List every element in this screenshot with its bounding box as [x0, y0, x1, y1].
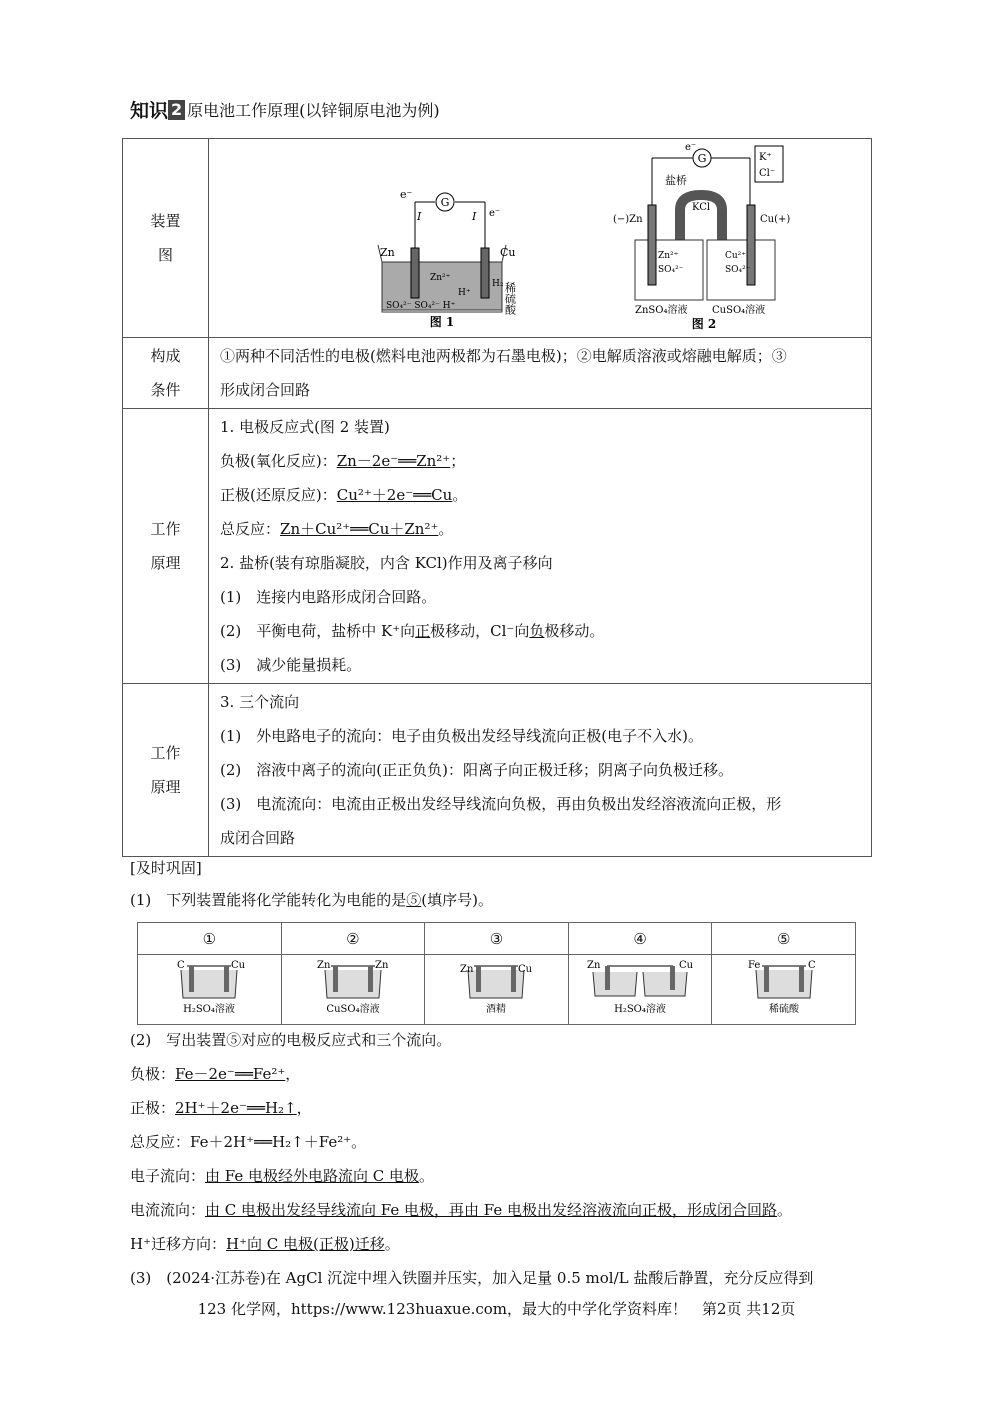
answer: 正: [415, 622, 431, 640]
svg-text:ZnSO₄溶液: ZnSO₄溶液: [635, 305, 688, 316]
option-number: ②: [281, 923, 425, 955]
option-2-diagram: [281, 955, 425, 1025]
svg-text:H₂SO₄溶液: H₂SO₄溶液: [183, 1003, 236, 1015]
svg-text:Zn: Zn: [380, 246, 395, 259]
q2-negative: 负极：Fe－2e⁻══Fe²⁺，: [130, 1065, 301, 1083]
zn-electrode: [411, 248, 419, 298]
option-number: ③: [425, 923, 569, 955]
svg-text:图 2: 图 2: [691, 317, 717, 331]
svg-text:SO₄²⁻: SO₄²⁻: [725, 265, 751, 275]
svg-text:Zn: Zn: [587, 959, 601, 971]
svg-text:e⁻: e⁻: [489, 208, 501, 219]
answer: Fe＋2H⁺══H₂↑＋Fe²⁺: [190, 1133, 352, 1151]
cell-diagrams: [210, 140, 870, 336]
svg-text:KCl: KCl: [692, 202, 711, 213]
principle-label-1: 工作 原理: [123, 409, 209, 684]
page-footer: 123 化学网，https://www.123huaxue.com，最大的中学化学资料库！ 第2页 共12页: [197, 1300, 796, 1318]
figure-1: [378, 188, 517, 329]
q2-positive: 正极：2H⁺＋2e⁻══H₂↑，: [130, 1099, 312, 1117]
principle-row-1: [123, 409, 872, 684]
svg-text:稀硫酸: 稀硫酸: [768, 1003, 799, 1015]
svg-text:Cu: Cu: [231, 959, 246, 971]
svg-text:图 1: 图 1: [429, 315, 455, 329]
question-2-title: (2) 写出装置⑤对应的电极反应式和三个流向。: [130, 1031, 452, 1049]
options-header: [138, 923, 856, 955]
svg-text:I: I: [417, 210, 422, 223]
svg-text:Zn: Zn: [374, 959, 389, 971]
answer: H⁺向 C 电极(正极)迁移: [226, 1235, 385, 1253]
svg-text:稀硫酸: 稀硫酸: [503, 282, 517, 315]
answer: Zn－2e⁻══Zn²⁺: [336, 452, 451, 470]
svg-text:H₂SO₄溶液: H₂SO₄溶液: [614, 1003, 666, 1015]
svg-text:CuSO₄溶液: CuSO₄溶液: [712, 305, 766, 316]
svg-text:H₂: H₂: [492, 279, 504, 289]
heading-title: 原电池工作原理(以锌铜原电池为例): [187, 101, 440, 120]
principle-content-2: 3. 三个流向 (1) 外电路电子的流向：电子由负极出发经导线流向正极(电子不入水)。 (2) 溶液中离子的流向(正正负负)：阳离子向正极迁移；阴离子向负极迁移。 (3) 电流流向：电流由正极出发经导线流向负极，再由负极出发经溶液流向正极，形 成闭合回路: [209, 684, 872, 857]
option-3-diagram: [425, 955, 569, 1025]
figure-2: [613, 142, 790, 331]
answer: ⑤: [406, 891, 422, 909]
svg-text:H⁺: H⁺: [458, 288, 471, 298]
zn-electrode: [648, 205, 656, 285]
principle-label-2: 工作 原理: [123, 684, 209, 857]
svg-text:Zn: Zn: [316, 959, 331, 971]
answer: 由 Fe 电极经外电路流向 C 电极: [205, 1167, 420, 1185]
svg-text:SO₄²⁻: SO₄²⁻: [658, 265, 684, 275]
svg-text:Zn²⁺: Zn²⁺: [658, 251, 679, 261]
heading-prefix: 知识: [130, 100, 169, 122]
svg-text:Cu(+): Cu(+): [760, 214, 791, 225]
answer: 由 C 电极出发经导线流向 Fe 电极，再由 Fe 电极出发经溶液流向正极，形成闭合回路: [205, 1201, 778, 1219]
composition-row: [123, 338, 872, 409]
cu-electrode: [481, 248, 489, 298]
answer: Cu²⁺＋2e⁻══Cu: [336, 486, 453, 504]
option-4-diagram: [568, 955, 712, 1025]
consolidate-heading: [及时巩固]: [130, 859, 202, 877]
options-diagrams: [138, 955, 856, 1025]
composition-content: ①两种不同活性的电极(燃料电池两极都为石墨电极)；②电解质溶液或熔融电解质；③ 形成闭合回路: [209, 338, 872, 409]
answer: 负: [529, 622, 545, 640]
svg-text:Cu: Cu: [500, 246, 516, 259]
answer: Fe－2e⁻══Fe²⁺: [175, 1065, 286, 1083]
option-5-diagram: [712, 955, 856, 1025]
option-number: ⑤: [712, 923, 856, 955]
svg-text:Cu: Cu: [518, 963, 533, 975]
svg-text:SO₄²⁻ SO₄²⁻ H⁺: SO₄²⁻ SO₄²⁻ H⁺: [386, 301, 456, 311]
svg-text:C: C: [807, 959, 816, 971]
section-heading: [130, 96, 440, 123]
svg-text:Cu²⁺: Cu²⁺: [725, 251, 747, 261]
svg-text:e⁻: e⁻: [685, 142, 697, 153]
device-row: [123, 139, 872, 338]
svg-text:G: G: [440, 196, 450, 209]
option-1-diagram: [138, 955, 282, 1025]
svg-text:Cl⁻: Cl⁻: [759, 168, 776, 179]
option-number: ④: [568, 923, 712, 955]
options-table: [137, 922, 856, 1025]
svg-text:CuSO₄溶液: CuSO₄溶液: [326, 1003, 380, 1015]
q2-electron-flow: 电子流向：由 Fe 电极经外电路流向 C 电极。: [130, 1167, 435, 1185]
svg-text:C: C: [177, 959, 185, 971]
svg-text:Zn²⁺: Zn²⁺: [430, 273, 451, 283]
q2-ion-migration: H⁺迁移方向：H⁺向 C 电极(正极)迁移。: [130, 1235, 400, 1253]
question-3: (3) (2024·江苏卷)在 AgCl 沉淀中埋入铁圈并压实，加入足量 0.5 mol/L 盐酸后静置，充分反应得到: [130, 1269, 814, 1287]
svg-text:Zn: Zn: [460, 963, 474, 975]
answer: 2H⁺＋2e⁻══H₂↑: [175, 1099, 297, 1117]
svg-text:I: I: [472, 210, 477, 223]
svg-text:Cu: Cu: [679, 959, 694, 971]
svg-text:(−)Zn: (−)Zn: [613, 214, 643, 225]
principle-table: [122, 138, 872, 857]
option-number: ①: [138, 923, 282, 955]
q2-current-flow: 电流流向：由 C 电极出发经导线流向 Fe 电极，再由 Fe 电极出发经溶液流向正极，形成闭合回路。: [130, 1201, 793, 1219]
svg-text:K⁺: K⁺: [759, 152, 772, 163]
svg-text:Fe: Fe: [747, 959, 760, 971]
svg-text:e⁻: e⁻: [400, 188, 413, 201]
heading-number: 2: [168, 100, 185, 120]
device-figures: [209, 139, 872, 338]
q2-total: 总反应：Fe＋2H⁺══H₂↑＋Fe²⁺。: [130, 1133, 367, 1151]
svg-text:盐桥: 盐桥: [665, 174, 687, 187]
principle-content-1: 1. 电极反应式(图 2 装置) 负极(氧化反应)：Zn－2e⁻══Zn²⁺； 正极(还原反应)：Cu²⁺＋2e⁻══Cu。 总反应：Zn＋Cu²⁺══Cu＋Zn²⁺。 2. 盐桥(装有琼脂凝胶，内含 KCl)作用及离子移向 (1) 连接内电路形成闭合回路。 (2) 平衡电荷，盐桥中 K⁺向正极移动，Cl⁻向负极移动。 (3) 减少能量损耗。: [209, 409, 872, 684]
svg-text:酒精: 酒精: [486, 1003, 507, 1015]
question-1: (1) 下列装置能将化学能转化为电能的是⑤(填序号)。: [130, 891, 493, 909]
principle-row-2: [123, 684, 872, 857]
svg-text:G: G: [697, 152, 707, 165]
answer: Zn＋Cu²⁺══Cu＋Zn²⁺: [280, 520, 439, 538]
device-label: 装置图: [123, 139, 209, 338]
composition-label: 构成 条件: [123, 338, 209, 409]
